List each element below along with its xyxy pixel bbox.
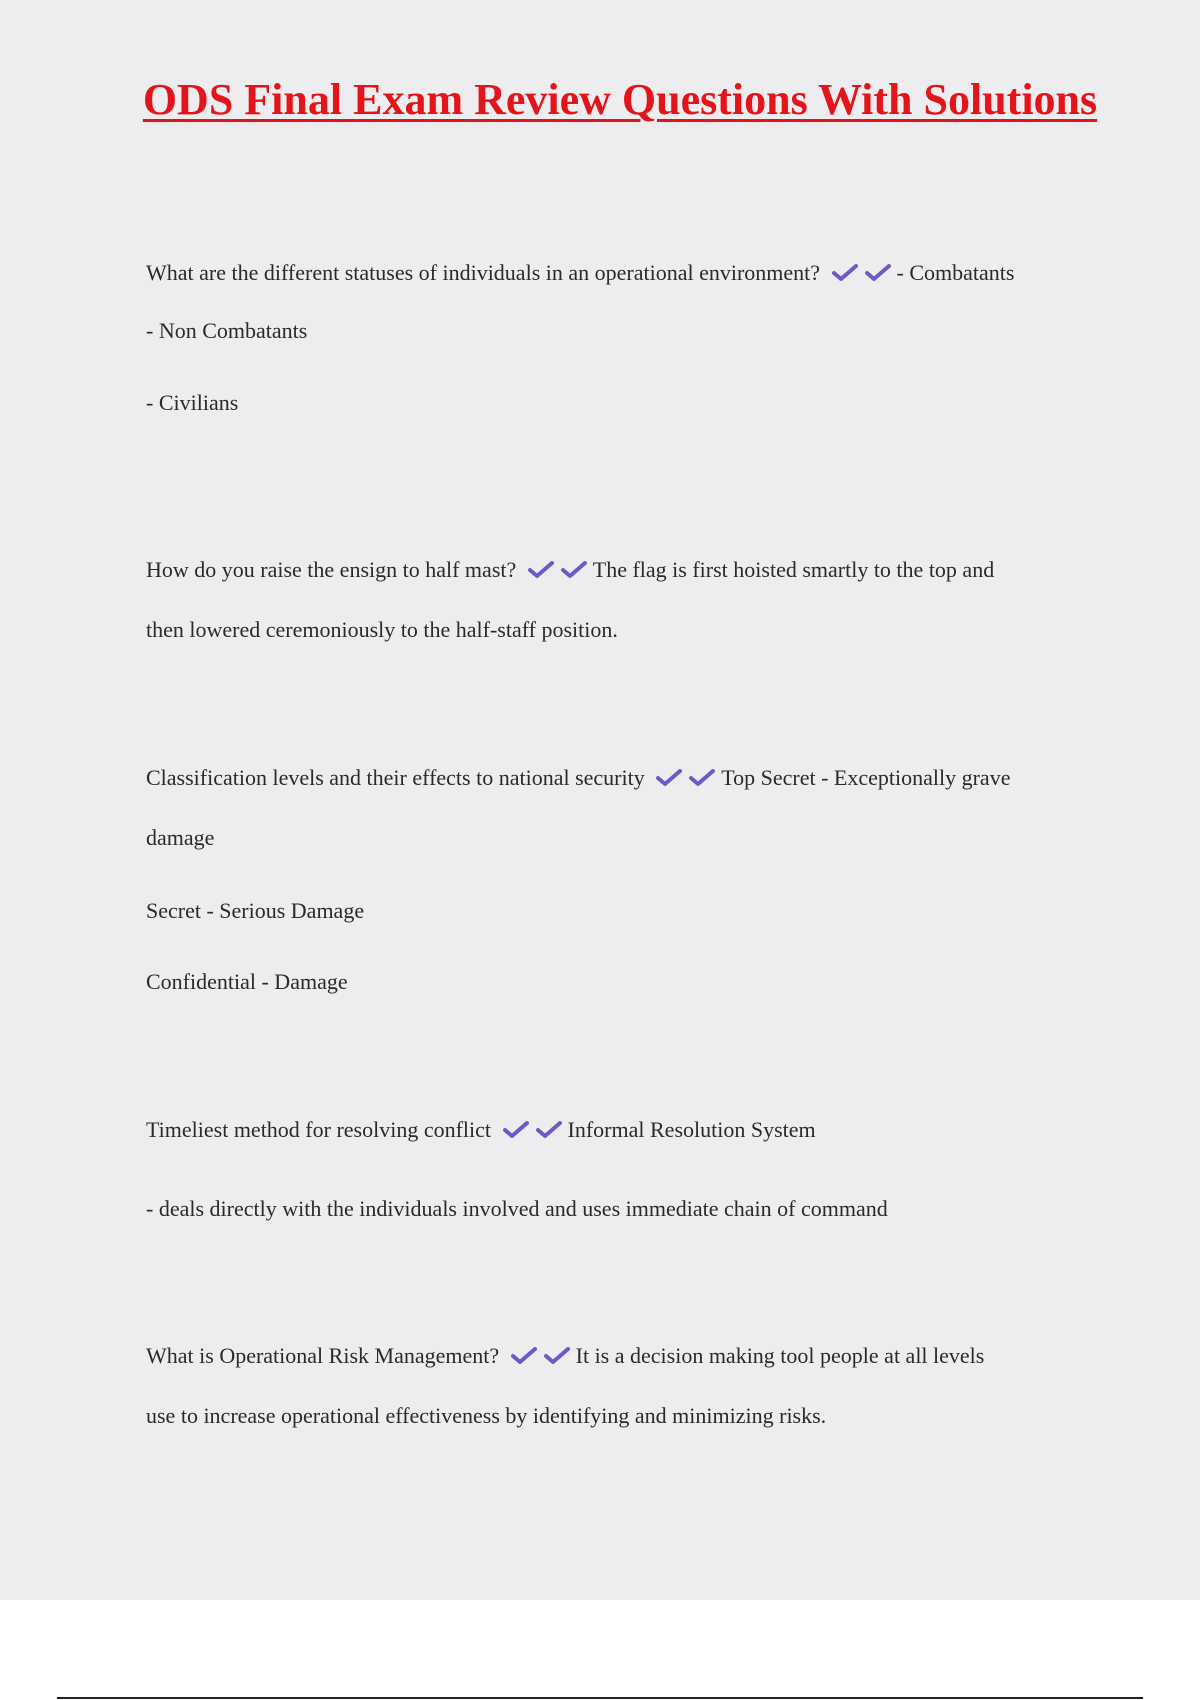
answer-line: - deals directly with the individuals involved and uses immediate chain of command: [146, 1196, 888, 1221]
qa-item: [146, 760, 1096, 994]
answer-text: The flag is first hoisted smartly to the top and: [592, 557, 995, 582]
question-text: What are the different statuses of individuals in an operational environment?: [146, 260, 821, 285]
qa-question-line: [146, 1338, 1096, 1376]
question-text: Timeliest method for resolving conflict: [146, 1117, 492, 1142]
question-text: Classification levels and their effects to national security: [146, 765, 645, 790]
qa-question-line: [146, 552, 1096, 590]
question-text: How do you raise the ensign to half mast?: [146, 557, 517, 582]
footer-divider: [57, 1697, 1143, 1699]
answer-line: - Civilians: [146, 390, 239, 415]
document-title: ODS Final Exam Review Questions With Solutions: [142, 75, 1098, 124]
answer-text: It is a decision making tool people at all levels: [575, 1343, 985, 1368]
double-check-icon: [832, 257, 893, 293]
answer-text: Informal Resolution System: [567, 1117, 816, 1142]
qa-item: [146, 1338, 1096, 1428]
answer-line: damage: [146, 825, 215, 850]
answer-line: use to increase operational effectiveness by identifying and minimizing risks.: [146, 1403, 827, 1428]
answer-line: - Non Combatants: [146, 318, 308, 343]
qa-question-line: [146, 255, 1096, 293]
qa-item: [146, 255, 1096, 415]
double-check-icon: [511, 1340, 572, 1376]
qa-item: [146, 1112, 1096, 1221]
answer-line: Secret - Serious Damage: [146, 898, 365, 923]
answer-line: then lowered ceremoniously to the half-staff position.: [146, 617, 618, 642]
double-check-icon: [656, 762, 717, 798]
qa-question-line: [146, 1112, 1096, 1150]
question-text: What is Operational Risk Management?: [146, 1343, 500, 1368]
double-check-icon: [503, 1114, 564, 1150]
answer-line: Confidential - Damage: [146, 969, 348, 994]
answer-text: Top Secret - Exceptionally grave: [721, 765, 1011, 790]
answer-text: - Combatants: [896, 260, 1015, 285]
qa-question-line: [146, 760, 1096, 798]
qa-item: [146, 552, 1096, 642]
double-check-icon: [528, 554, 589, 590]
